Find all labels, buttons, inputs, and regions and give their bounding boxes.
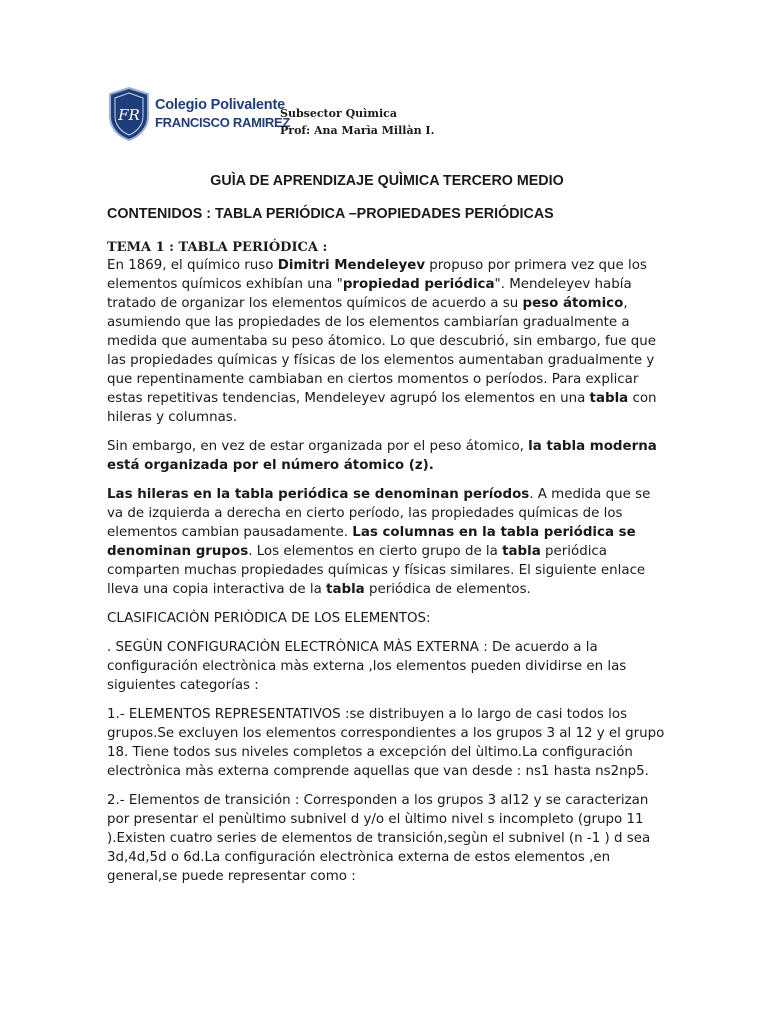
text-run: , asumiendo que las propiedades de los elementos cambiarían gradualmente a medida que aumentaba su peso átomico. Lo que descubrió, sin embargo, fue que las propiedades químicas y físicas de los elementos aumentaban gradualmente y que repentinamente cambiaban en ciertos momentos o períodos. Para explicar estas repetitivas tendencias, Mendeleyev agrupó los elementos en una: [107, 296, 656, 406]
text-run: ". Mendeleyev había tratado de organizar los elementos químicos de acuerdo a su: [107, 277, 632, 311]
school-shield-icon: [107, 86, 151, 142]
text-run: periódica de elementos.: [364, 582, 531, 597]
text-run: con hileras y columnas.: [107, 391, 657, 425]
paragraph-representative-elements: 1.- ELEMENTOS REPRESENTATIVOS :se distribuyen a lo largo de casi todos los grupos.Se excluyen los elementos correspondientes a los grupos 3 al 12 y el grupo 18. Tiene todos sus niveles completos a excepción del ùltimo.La configuración electrònica màs externa comprende aquellas que van desde : ns1 hasta ns2np5.: [107, 707, 665, 779]
bold-text-run: tabla: [502, 544, 541, 559]
text-run: . Los elementos en cierto grupo de la: [248, 544, 503, 559]
topic-heading: TEMA 1 : TABLA PERIÓDICA :: [107, 240, 328, 255]
paragraph-transition-elements: 2.- Elementos de transición : Corresponden a los grupos 3 al12 y se caracterizan por presentar el penùltimo subnivel d y/o el ùltimo nivel s incompleto (grupo 11 ).Existen cuatro series de elementos de transición,segùn el subnivel (n -1 ) d sea 3d,4d,5d o 6d.La configuración electrònica externa de estos elementos ,en general,se puede representar como :: [107, 793, 651, 884]
bold-text-run: tabla: [589, 391, 629, 406]
logo-monogram: FR: [118, 106, 140, 124]
paragraph-mendeleyev: [107, 256, 667, 427]
subsector-label: Subsector Quìmica: [280, 107, 397, 120]
subject-info: [280, 105, 434, 139]
text-run: En 1869, el químico ruso: [107, 258, 278, 273]
logo-line-2: FRANCISCO RAMIREZ: [155, 115, 291, 130]
paragraph-electron-configuration: . SEGÙN CONFIGURACIÒN ELECTRÒNICA MÀS EXTERNA : De acuerdo a la configuración electrònica màs externa ,los elementos pueden dividirse en las siguientes categorías :: [107, 640, 627, 693]
bold-text-run: Las columnas en la tabla periódica se denominan grupos: [107, 525, 636, 559]
document-title: GUÌA DE APRENDIZAJE QUÌMICA TERCERO MEDIO: [210, 173, 564, 189]
text-run: Sin embargo, en vez de estar organizada por el peso átomico,: [107, 439, 529, 454]
paragraph-periods-groups: [107, 485, 667, 599]
document-header: [107, 86, 587, 150]
school-logo: [107, 86, 290, 142]
bold-text-run: tabla: [326, 582, 365, 597]
text-run: propuso por primera vez que los elementos químicos exhibían una ": [107, 258, 647, 292]
bold-text-run: la tabla moderna está organizada por el número átomico (z).: [107, 439, 657, 473]
text-run: periódica comparten muchas propiedades químicas y físicas similares. El siguiente enlace lleva una copia interactiva de la: [107, 544, 646, 597]
bold-text-run: propiedad periódica: [342, 277, 495, 292]
text-run: . A medida que se va de izquierda a derecha en cierto período, las propiedades químicas de los elementos cambian pausadamente.: [107, 487, 651, 540]
bold-text-run: Dimitri Mendeleyev: [277, 258, 426, 273]
contents-heading: CONTENIDOS : TABLA PERIÓDICA –PROPIEDADES PERIÓDICAS: [107, 206, 554, 222]
paragraph-modern-table: [107, 437, 667, 475]
professor-label: Prof: Ana Marìa Millàn I.: [280, 124, 435, 137]
paragraph-classification-heading: CLASIFICACIÒN PERIÒDICA DE LOS ELEMENTOS:: [107, 611, 431, 626]
document-body: [107, 172, 667, 896]
bold-text-run: Las hileras en la tabla periódica se denominan períodos: [107, 487, 530, 502]
logo-line-1: Colegio Polivalente: [155, 97, 285, 113]
bold-text-run: peso átomico: [522, 296, 624, 311]
